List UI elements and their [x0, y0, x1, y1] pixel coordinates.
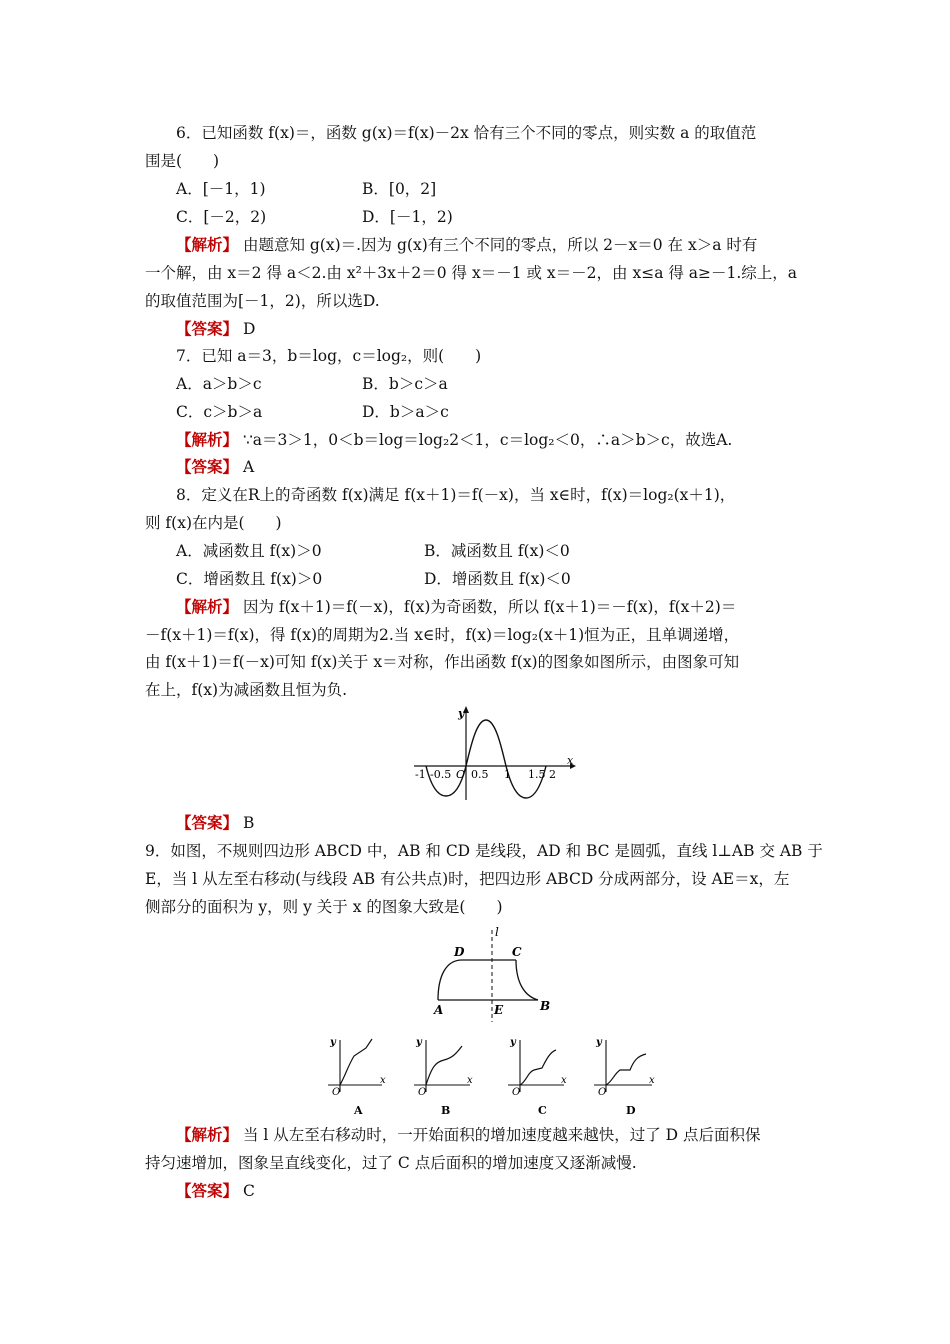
analysis-tag: 【解析】: [176, 430, 239, 449]
curve: [426, 720, 546, 798]
analysis-tag: 【解析】: [176, 235, 239, 254]
curve: [606, 1054, 646, 1085]
tick-label: 1.5: [528, 768, 546, 781]
tick-label: 0.5: [471, 768, 489, 781]
label-c: C: [512, 945, 522, 959]
analysis-text: ∵a＝3＞1，0＜b＝log＝log₂2＜1，c＝log₂＜0，∴a＞b＞c，故选A.: [238, 431, 733, 449]
answer-text: D: [238, 320, 256, 338]
choice-graph-a: [328, 1037, 386, 1117]
origin-label: O: [598, 1087, 607, 1098]
analysis-text: 由题意知 g(x)＝.因为 g(x)有三个不同的零点，所以 2－x＝0 在 x＞a 时有: [238, 236, 758, 254]
answer-text: B: [238, 814, 255, 832]
label-l: l: [495, 925, 499, 939]
choice-label-c: C: [538, 1104, 547, 1117]
tick-label: -0.5: [430, 768, 452, 781]
q7-answer: [176, 457, 254, 477]
y-label: y: [330, 1037, 336, 1048]
x-label: x: [467, 1075, 473, 1086]
q8-option-a: A．减函数且 f(x)＞0: [176, 542, 322, 560]
q6-answer: [176, 319, 255, 339]
label-e: E: [494, 1003, 504, 1017]
q7-option-b: B．b＞c＞a: [362, 375, 448, 393]
analysis-tag: 【解析】: [176, 1125, 239, 1144]
q6-option-d: D．[－1，2): [362, 208, 453, 226]
y-label: y: [596, 1037, 602, 1048]
origin-label: O: [456, 768, 466, 781]
analysis-text: 因为 f(x＋1)＝f(－x)，f(x)为奇函数，所以 f(x＋1)＝－f(x)，f(x＋2)＝: [238, 598, 737, 616]
q7-option-d: D．b＞a＞c: [362, 403, 449, 421]
q6-option-b: B．[0，2]: [362, 180, 437, 198]
q8-stem-line1: 8．定义在R上的奇函数 f(x)满足 f(x＋1)＝f(－x)，当 x∈时，f(x)＝log₂(x＋1)，: [176, 486, 736, 504]
label-a: A: [434, 1003, 444, 1017]
q6-stem-line1: 6．已知函数 f(x)＝，函数 g(x)＝f(x)－2x 恰有三个不同的零点，则实数 a 的取值范: [176, 124, 757, 142]
q6-stem-line2: 围是( ): [145, 152, 220, 170]
curve: [426, 1046, 462, 1085]
tick-label: 1: [504, 768, 511, 781]
curve: [520, 1050, 556, 1085]
tick-label: 2: [549, 768, 556, 781]
q8-analysis-line2: －f(x＋1)＝f(x)，得 f(x)的周期为2.当 x∈时，f(x)＝log₂(x＋1)恒为正，且单调递增，: [145, 626, 740, 644]
q9-stem-line1: 9．如图，不规则四边形 ABCD 中，AB 和 CD 是线段，AD 和 BC 是圆弧，直线 l⊥AB 交 AB 于: [145, 842, 823, 860]
choice-label-a: A: [354, 1104, 363, 1117]
choice-label-d: D: [626, 1104, 636, 1117]
q8-option-d: D．增函数且 f(x)＜0: [424, 570, 571, 588]
q6-analysis-line2: 一个解，由 x＝2 得 a＜2.由 x²＋3x＋2＝0 得 x＝－1 或 x＝－2，由 x≤a 得 a≥－1.综上，a: [145, 264, 798, 282]
label-b: B: [540, 999, 551, 1013]
curve: [340, 1039, 372, 1085]
q9-analysis-line1: [176, 1125, 761, 1145]
y-label: y: [458, 707, 465, 720]
origin-label: O: [512, 1087, 521, 1098]
choice-graph-b: [414, 1037, 473, 1117]
tick-label: -1: [415, 768, 426, 781]
answer-tag: 【答案】: [176, 813, 239, 832]
arc-cb: [516, 960, 538, 1000]
y-label: y: [416, 1037, 422, 1048]
x-label: x: [380, 1075, 386, 1086]
q9-analysis-line2: 持匀速增加，图象呈直线变化，过了 C 点后面积的增加速度又逐渐减慢.: [145, 1154, 637, 1172]
x-label: x: [561, 1075, 567, 1086]
q6-analysis-line1: [176, 235, 757, 255]
q6-analysis-line3: 的取值范围为[－1，2)，所以选D.: [145, 292, 380, 310]
x-label: x: [649, 1075, 655, 1086]
q8-analysis-line1: [176, 597, 736, 617]
q9-choice-graphs: [320, 1030, 670, 1120]
q7-option-c: C．c＞b＞a: [176, 403, 263, 421]
answer-text: A: [238, 458, 255, 476]
q8-stem-line2: 则 f(x)在内是( ): [145, 514, 282, 532]
q7-stem: 7．已知 a＝3，b＝log，c＝log₂，则( ): [176, 347, 482, 365]
x-label: x: [567, 754, 574, 767]
label-d: D: [454, 945, 465, 959]
arc-ad: [438, 960, 462, 1000]
choice-graph-c: [508, 1037, 567, 1117]
q7-option-a: A．a＞b＞c: [176, 375, 262, 393]
origin-label: O: [332, 1087, 341, 1098]
answer-tag: 【答案】: [176, 319, 239, 338]
q8-analysis-line4: 在上，f(x)为减函数且恒为负.: [145, 681, 348, 699]
answer-text: C: [238, 1182, 255, 1200]
answer-tag: 【答案】: [176, 1181, 239, 1200]
q8-option-b: B．减函数且 f(x)＜0: [424, 542, 570, 560]
q9-stem-line2: E，当 l 从左至右移动(与线段 AB 有公共点)时，把四边形 ABCD 分成两部分，设 AE＝x，左: [145, 870, 790, 888]
choice-graph-d: [594, 1037, 655, 1117]
q6-option-a: A．[－1，1): [176, 180, 266, 198]
q6-option-c: C．[－2，2): [176, 208, 267, 226]
analysis-tag: 【解析】: [176, 597, 239, 616]
answer-tag: 【答案】: [176, 457, 239, 476]
q8-analysis-line3: 由 f(x＋1)＝f(－x)可知 f(x)关于 x＝对称，作出函数 f(x)的图象如图所示，由图象可知: [145, 653, 740, 671]
q8-answer: [176, 813, 254, 833]
q9-answer: [176, 1181, 255, 1201]
y-label: y: [510, 1037, 516, 1048]
q9-stem-line3: 侧部分的面积为 y，则 y 关于 x 的图象大致是( ): [145, 898, 503, 916]
q7-analysis-line1: [176, 430, 732, 450]
origin-label: O: [418, 1087, 427, 1098]
q8-option-c: C．增函数且 f(x)＞0: [176, 570, 323, 588]
choice-label-b: B: [441, 1104, 451, 1117]
q9-quadrilateral-figure: [428, 924, 558, 1024]
analysis-text: 当 l 从左至右移动时，一开始面积的增加速度越来越快，过了 D 点后面积保: [238, 1126, 761, 1144]
q8-function-graph: [410, 702, 580, 802]
